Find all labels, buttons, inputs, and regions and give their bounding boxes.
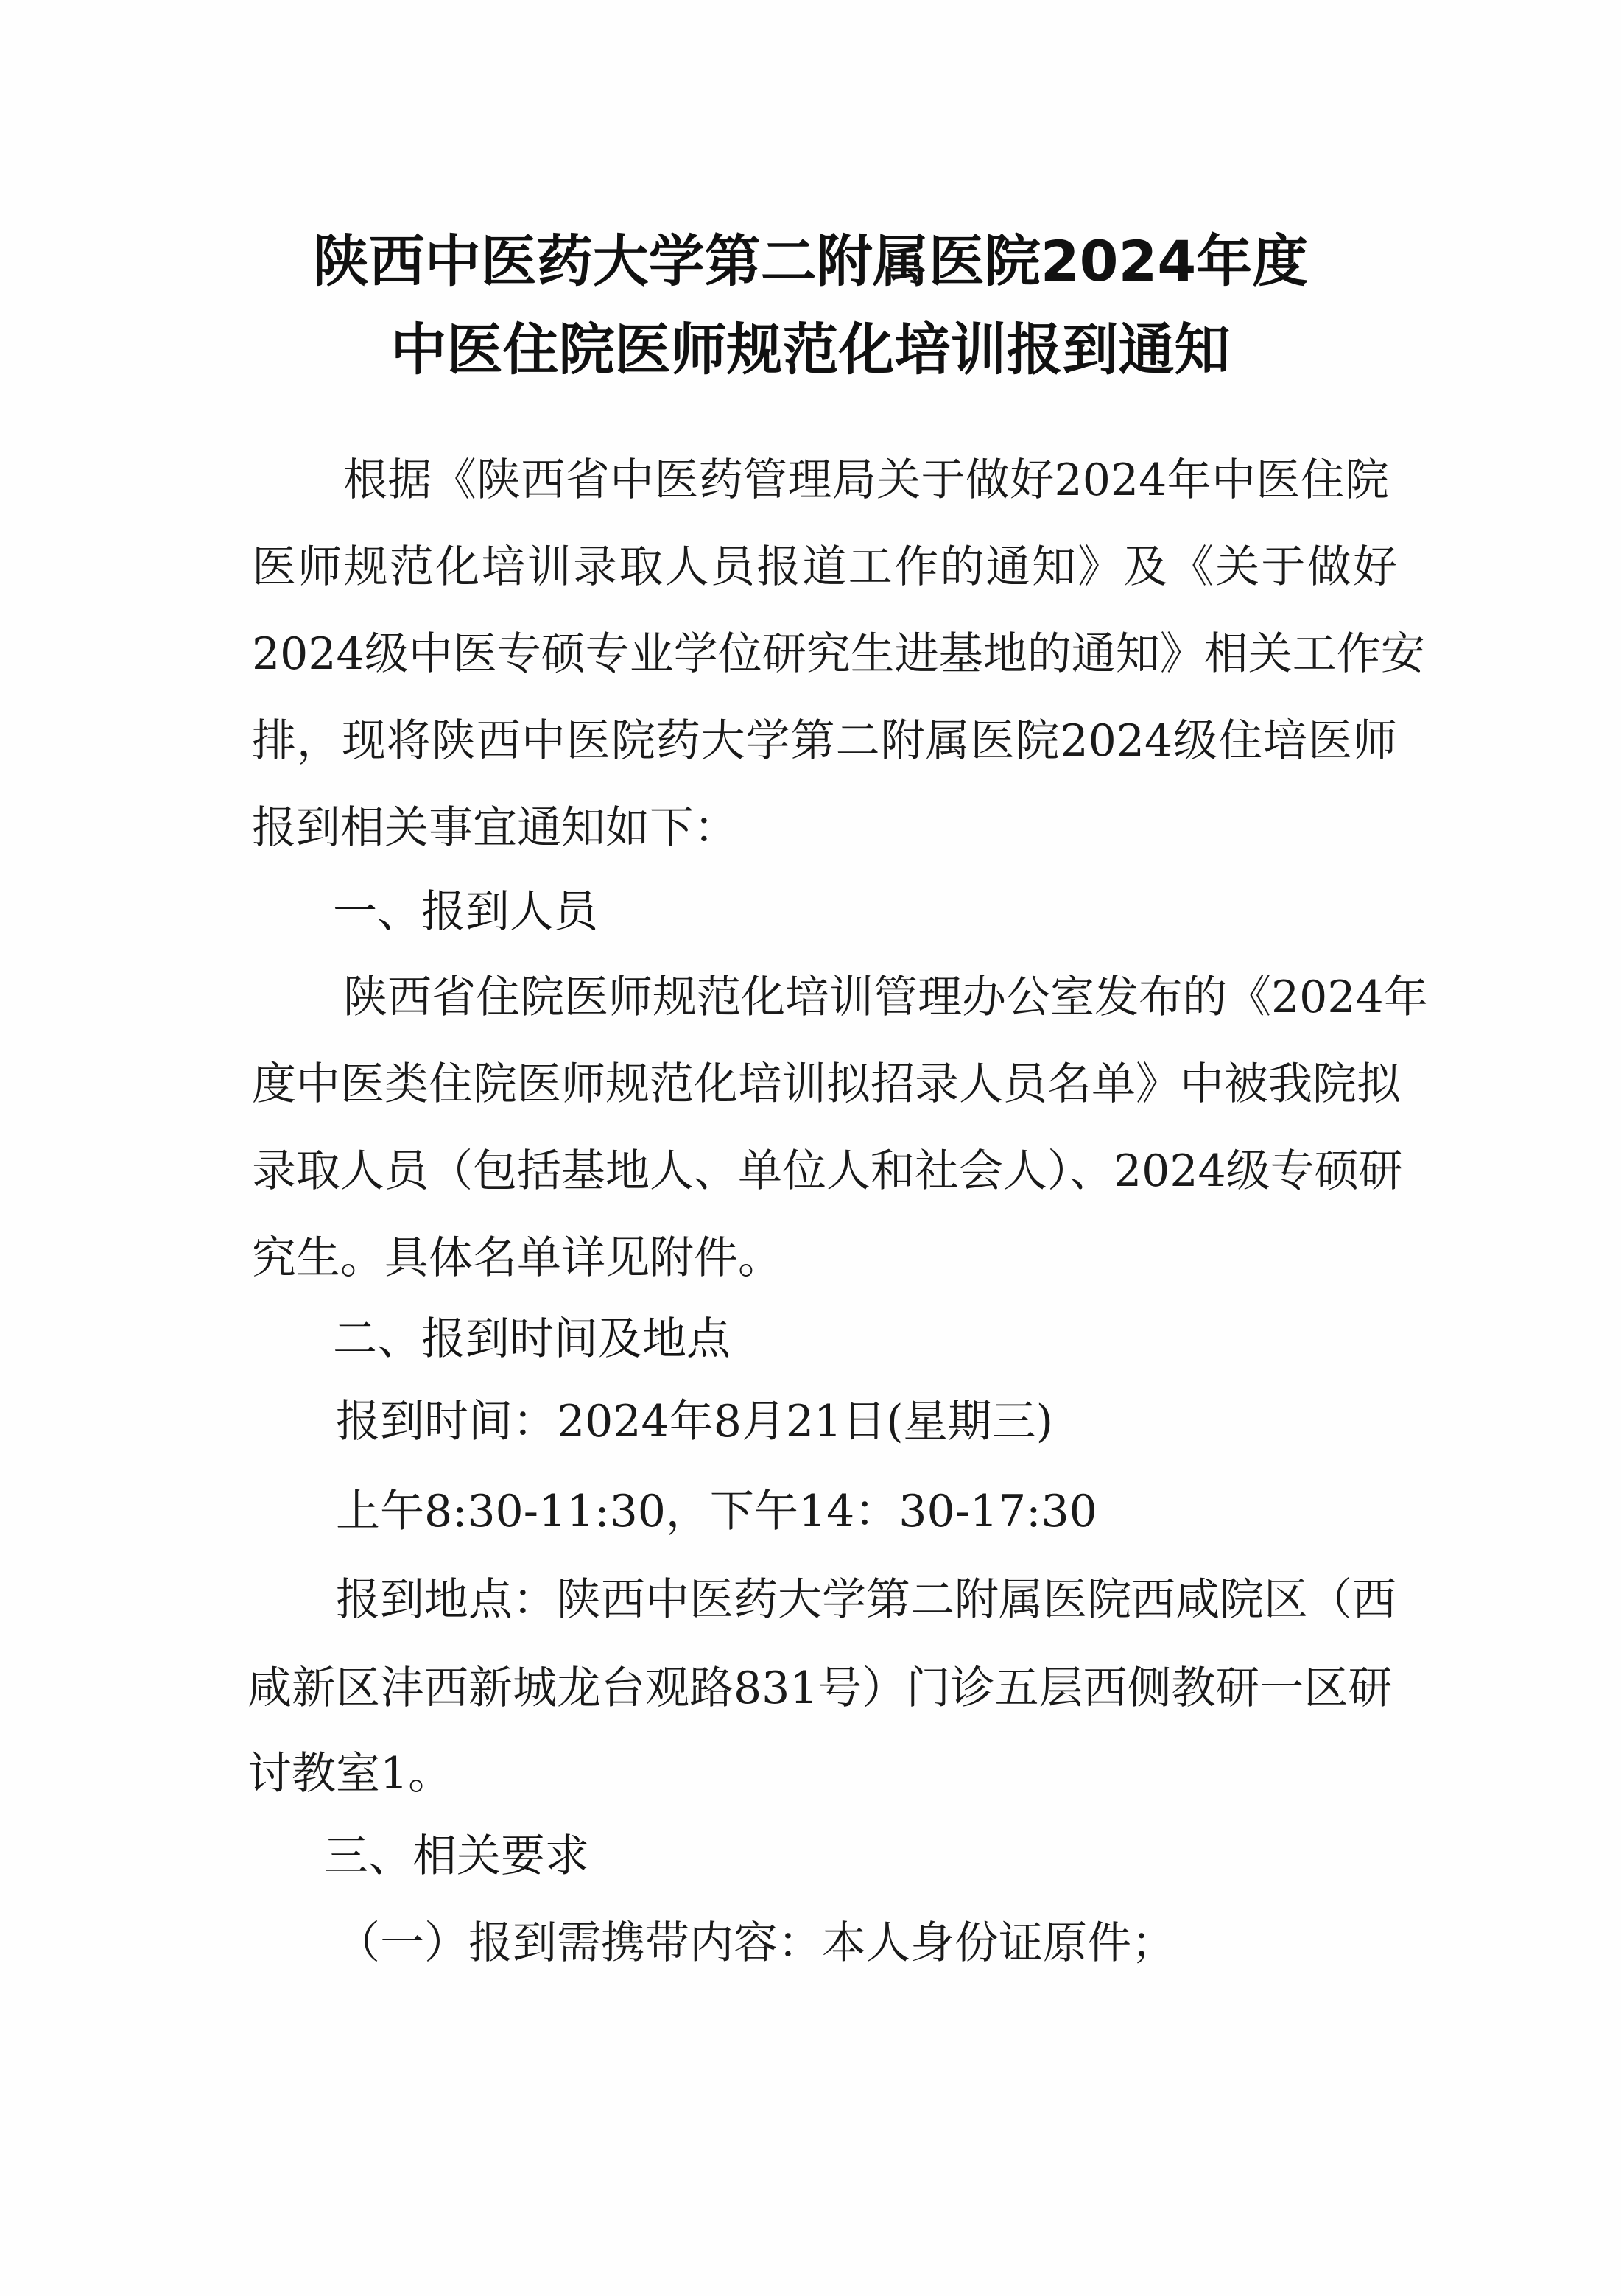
report-hours-line: 上午8:30-11:30，下午14：30-17:30 <box>336 1486 1097 1537</box>
report-time-line: 报到时间：2024年8月21日(星期三) <box>336 1396 1054 1447</box>
intro-line-3: 2024级中医专硕专业学位研究生进基地的通知》相关工作安 <box>252 628 1425 680</box>
section-1-line-3: 录取人员（包括基地人、单位人和社会人）、2024级专硕研 <box>252 1145 1403 1197</box>
intro-line-2: 医师规范化培训录取人员报道工作的通知》及《关于做好 <box>252 541 1397 593</box>
document-title-line-1: 陕西中医药大学第二附属医院2024年度 <box>312 228 1309 294</box>
intro-line-4: 排，现将陕西中医院药大学第二附属医院2024级住培医师 <box>252 715 1397 767</box>
section-1-line-4: 究生。具体名单详见附件。 <box>252 1232 782 1284</box>
section-3-heading: 三、相关要求 <box>324 1830 589 1882</box>
document-title-line-2: 中医住院医师规范化培训报到通知 <box>390 317 1231 382</box>
section-2-heading: 二、报到时间及地点 <box>333 1313 731 1365</box>
report-place-line-2: 咸新区沣西新城龙台观路831号）门诊五层西侧教研一区研 <box>247 1663 1393 1714</box>
requirement-item-1: （一）报到需携带内容：本人身份证原件； <box>336 1917 1175 1969</box>
intro-line-5: 报到相关事宜通知如下： <box>252 802 738 854</box>
section-1-heading: 一、报到人员 <box>333 886 598 938</box>
section-1-line-2: 度中医类住院医师规范化培训拟招录人员名单》中被我院拟 <box>252 1059 1401 1110</box>
section-1-line-1: 陕西省住院医师规范化培训管理办公室发布的《2024年 <box>343 972 1428 1023</box>
intro-line-1: 根据《陕西省中医药管理局关于做好2024年中医住院 <box>343 454 1389 506</box>
report-place-line-3: 讨教室1。 <box>247 1748 453 1800</box>
report-place-line-1: 报到地点：陕西中医药大学第二附属医院西咸院区（西 <box>336 1574 1396 1626</box>
